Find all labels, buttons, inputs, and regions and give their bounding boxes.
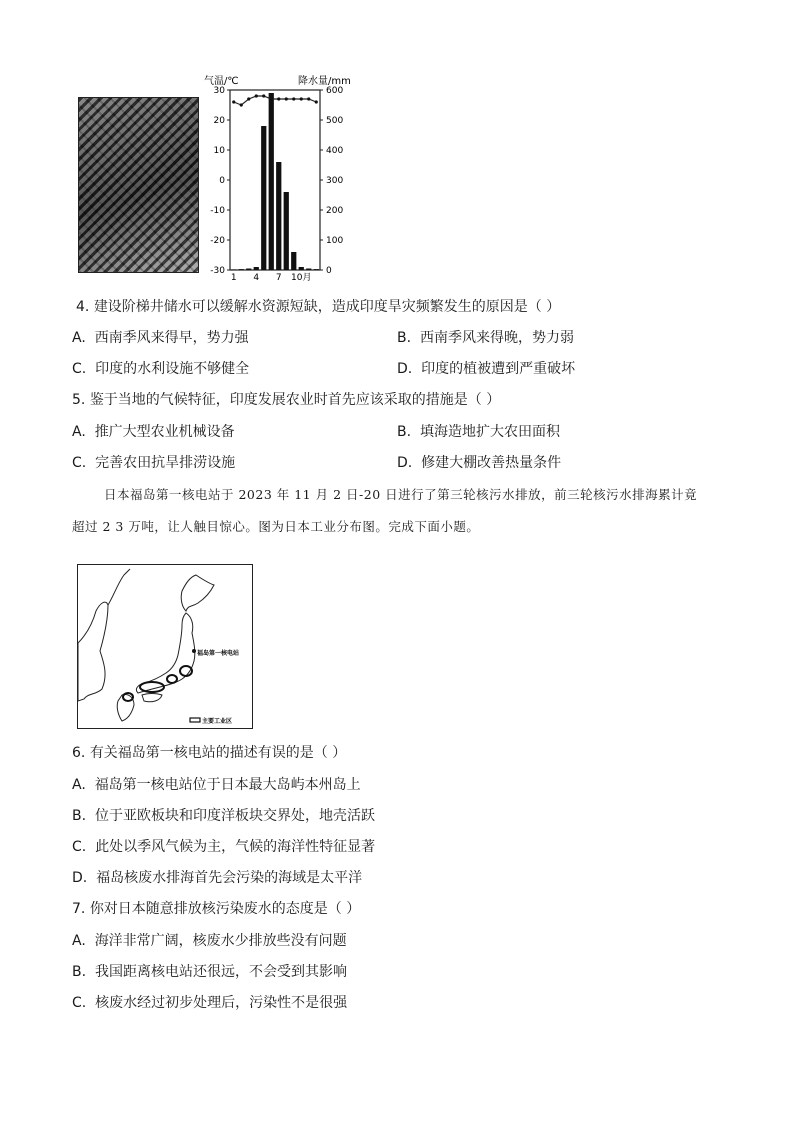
- precipitation-bar: [261, 126, 266, 270]
- question-stem: 你对日本随意排放核污染废水的态度是（ ）: [89, 901, 361, 917]
- option-5a[interactable]: [72, 423, 235, 441]
- option-text: 印度的水利设施不够健全: [95, 361, 250, 377]
- option-6a[interactable]: [72, 776, 361, 794]
- right-axis-label: 降水量/mm: [298, 76, 351, 87]
- precipitation-bar: [254, 267, 259, 270]
- option-text: 印度的植被遭到严重破坏: [421, 361, 576, 377]
- temperature-point: [270, 97, 273, 100]
- question-number: 4.: [76, 299, 90, 315]
- option-letter: C.: [72, 455, 87, 471]
- option-6b[interactable]: [72, 807, 375, 825]
- option-letter: C.: [72, 995, 87, 1011]
- option-letter: C.: [72, 361, 87, 377]
- option-5d[interactable]: [397, 454, 561, 472]
- option-text: 推广大型农业机械设备: [94, 424, 235, 440]
- left-axis-label: 气温/℃: [204, 76, 239, 87]
- x-tick-label: 1: [230, 273, 237, 282]
- temperature-point: [300, 97, 303, 100]
- temperature-point: [255, 94, 258, 97]
- x-tick-label: 4: [253, 273, 260, 282]
- right-tick-label: 600: [326, 86, 344, 96]
- stepwell-photo: [78, 97, 199, 273]
- option-4d[interactable]: [397, 360, 575, 378]
- x-tick-label: 10月: [291, 273, 312, 282]
- option-text: 福岛第一核电站位于日本最大岛屿本州岛上: [94, 777, 361, 793]
- question-5: [72, 391, 500, 409]
- x-tick-label: 7: [275, 273, 282, 282]
- option-letter: B.: [72, 964, 87, 980]
- question-stem: 建设阶梯井储水可以缓解水资源短缺，造成印度旱灾频繁发生的原因是（ ）: [93, 299, 561, 315]
- precipitation-bar: [269, 93, 274, 270]
- option-text: 西南季风来得早，势力强: [94, 330, 249, 346]
- question-number: 5.: [72, 392, 86, 408]
- mainland-coast-north: [108, 569, 130, 605]
- precipitation-bar: [231, 269, 236, 270]
- question-number: 6.: [72, 745, 86, 761]
- question-6: [72, 744, 346, 762]
- option-6c[interactable]: [72, 838, 375, 856]
- precipitation-bar: [306, 269, 311, 271]
- left-tick-label: -10: [210, 206, 225, 216]
- option-6d[interactable]: [72, 869, 362, 887]
- mainland-coast: [78, 602, 108, 701]
- option-7b[interactable]: [72, 963, 347, 981]
- left-tick-label: 0: [219, 176, 225, 186]
- temperature-point: [247, 97, 250, 100]
- option-letter: B.: [397, 330, 412, 346]
- passage-line-1: 日本福岛第一核电站于 2023 年 11 月 2 日-20 日进行了第三轮核污水排放，前三轮核污水排海累计竟: [104, 487, 698, 502]
- option-letter: A.: [72, 330, 86, 346]
- plot-frame: [230, 90, 320, 270]
- precipitation-bar: [246, 269, 251, 271]
- option-text: 海洋非常广阔，核废水少排放些没有问题: [94, 933, 347, 949]
- industrial-zone-chukyo: [167, 675, 177, 683]
- honshu-island: [136, 613, 194, 693]
- option-4c[interactable]: [72, 360, 249, 378]
- fukushima-plant-marker: [192, 649, 196, 653]
- left-tick-label: -20: [210, 236, 225, 246]
- left-tick-label: 20: [213, 116, 225, 126]
- option-letter: A.: [72, 424, 86, 440]
- right-tick-label: 300: [326, 176, 344, 186]
- left-tick-label: 30: [213, 86, 225, 96]
- right-tick-label: 500: [326, 116, 344, 126]
- option-letter: B.: [397, 424, 412, 440]
- shikoku-island: [142, 694, 162, 702]
- temperature-point: [277, 97, 280, 100]
- option-text: 完善农田抗旱排涝设施: [95, 455, 236, 471]
- option-4b[interactable]: [397, 329, 574, 347]
- legend-swatch: [190, 718, 200, 722]
- option-text: 修建大棚改善热量条件: [421, 455, 562, 471]
- temperature-line: [234, 96, 317, 105]
- temperature-point: [262, 94, 265, 97]
- option-letter: A.: [72, 777, 86, 793]
- option-5b[interactable]: [397, 423, 560, 441]
- japan-industry-map: [77, 564, 253, 729]
- option-letter: C.: [72, 839, 87, 855]
- right-tick-label: 400: [326, 146, 344, 156]
- temperature-point: [232, 100, 235, 103]
- right-tick-label: 100: [326, 236, 344, 246]
- precipitation-bar: [239, 269, 244, 270]
- left-tick-label: 10: [213, 146, 225, 156]
- legend-label: 主要工业区: [202, 718, 233, 725]
- precipitation-bar: [314, 269, 319, 270]
- passage-line-2: 超过 2 3 万吨，让人触目惊心。图为日本工业分布图。完成下面小题。: [72, 519, 480, 534]
- option-7a[interactable]: [72, 932, 347, 950]
- left-tick-label: -30: [210, 266, 225, 276]
- right-tick-label: 0: [326, 266, 332, 276]
- hokkaido-island: [181, 575, 214, 611]
- right-tick-label: 200: [326, 206, 344, 216]
- option-5c[interactable]: [72, 454, 235, 472]
- option-text: 位于亚欧板块和印度洋板块交界处，地壳活跃: [94, 808, 375, 824]
- option-text: 核废水经过初步处理后，污染性不是很强: [95, 995, 348, 1011]
- option-text: 填海造地扩大农田面积: [419, 424, 560, 440]
- option-7c[interactable]: [72, 994, 347, 1012]
- option-text: 我国距离核电站还很远，不会受到其影响: [94, 964, 347, 980]
- option-letter: A.: [72, 933, 86, 949]
- option-text: 西南季风来得晚，势力弱: [419, 330, 574, 346]
- question-7: [72, 900, 360, 918]
- option-text: 福岛核废水排海首先会污染的海域是太平洋: [96, 870, 363, 886]
- kyushu-island: [117, 694, 134, 721]
- fukushima-plant-label: 福岛第一核电站: [197, 650, 240, 657]
- option-letter: B.: [72, 808, 87, 824]
- question-stem: 鉴于当地的气候特征，印度发展农业时首先应该采取的措施是（ ）: [89, 392, 501, 408]
- temperature-point: [285, 97, 288, 100]
- question-stem: 有关福岛第一核电站的描述有误的是（ ）: [89, 745, 347, 761]
- option-letter: D.: [397, 361, 413, 377]
- precipitation-bar: [291, 252, 296, 270]
- climate-chart: [200, 72, 360, 282]
- option-letter: D.: [72, 870, 88, 886]
- temperature-point: [292, 97, 295, 100]
- option-4a[interactable]: [72, 329, 249, 347]
- temperature-point: [240, 103, 243, 106]
- temperature-point: [307, 97, 310, 100]
- question-number: 7.: [72, 901, 86, 917]
- precipitation-bar: [299, 267, 304, 270]
- question-4: [76, 298, 560, 316]
- temperature-point: [315, 100, 318, 103]
- option-text: 此处以季风气候为主，气候的海洋性特征显著: [95, 839, 376, 855]
- precipitation-bar: [284, 192, 289, 270]
- option-letter: D.: [397, 455, 413, 471]
- precipitation-bar: [276, 162, 281, 270]
